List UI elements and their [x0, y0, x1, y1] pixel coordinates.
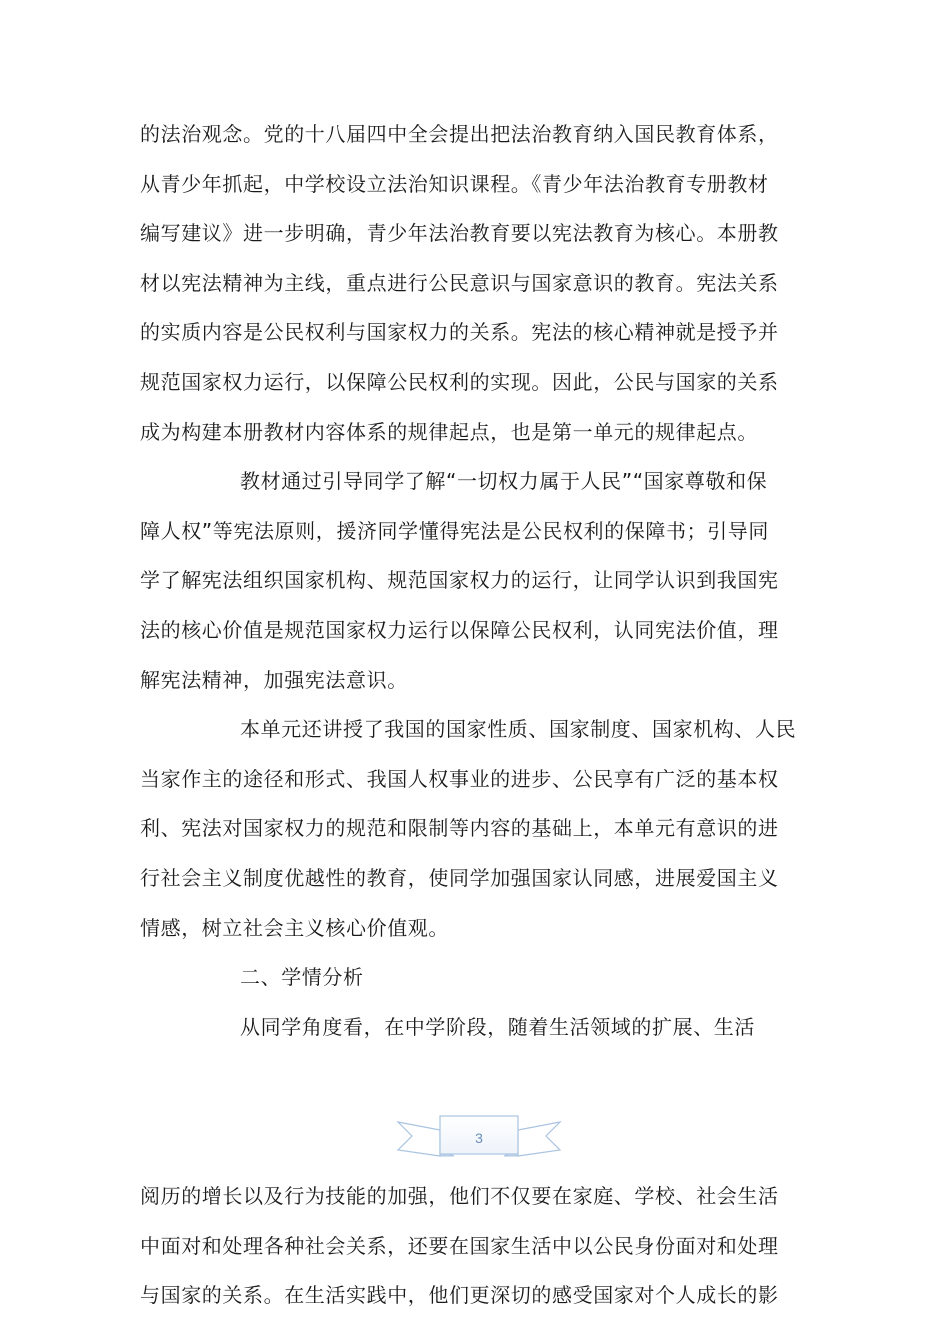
text-line: 行社会主义制度优越性的教育，使同学加强国家认同感，进展爱国主义 — [140, 865, 779, 890]
text-line: 情感，树立社会主义核心价值观。 — [140, 915, 449, 940]
text-line: 阅历的增长以及行为技能的加强，他们不仅要在家庭、学校、社会生活 — [140, 1184, 779, 1208]
text-line: 学了解宪法组织国家机构、规范国家权力的运行，让同学认识到我国宪 — [140, 568, 779, 593]
text-line: 法的核心价值是规范国家权力运行以保障公民权利，认同宪法价值，理 — [140, 617, 779, 642]
text-line: 规范国家权力运行，以保障公民权利的实现。因此，公民与国家的关系 — [140, 369, 779, 394]
body-text-top — [140, 110, 820, 1052]
page-number: 3 — [475, 1130, 483, 1146]
text-line: 从青少年抓起，中学校设立法治知识课程。《青少年法治教育专册教材 — [140, 171, 769, 196]
text-line: 利、宪法对国家权力的规范和限制等内容的基础上，本单元有意识的进 — [140, 816, 779, 841]
paragraph-start-line: 从同学角度看，在中学阶段，随着生活领域的扩展、生活 — [240, 1014, 755, 1039]
page-number-ribbon — [396, 1112, 562, 1168]
text-line: 编写建议》进一步明确，青少年法治教育要以宪法教育为核心。本册教 — [140, 221, 779, 246]
text-line: 的法治观念。党的十八届四中全会提出把法治教育纳入国民教育体系， — [140, 122, 779, 146]
text-line: 成为构建本册教材内容体系的规律起点，也是第一单元的规律起点。 — [140, 419, 758, 444]
text-line: 当家作主的途径和形式、我国人权事业的进步、公民享有广泛的基本权 — [140, 766, 779, 791]
text-line: 解宪法精神，加强宪法意识。 — [140, 667, 408, 692]
paragraph-start-line: 教材通过引导同学了解“一切权力属于人民”“国家尊敬和保 — [240, 469, 768, 494]
section-heading: 二、学情分析 — [240, 965, 364, 990]
text-line: 材以宪法精神为主线，重点进行公民意识与国家意识的教育。宪法关系 — [140, 270, 779, 295]
paragraph-start-line: 本单元还讲授了我国的国家性质、国家制度、国家机构、人民 — [240, 717, 797, 742]
text-line: 与国家的关系。在生活实践中，他们更深切的感受国家对个人成长的影 — [140, 1283, 779, 1308]
text-line: 的实质内容是公民权利与国家权力的关系。宪法的核心精神就是授予并 — [140, 320, 779, 345]
text-line: 障人权”等宪法原则，援济同学懂得宪法是公民权利的保障书；引导同 — [140, 518, 769, 543]
body-text-bottom — [140, 1172, 820, 1321]
text-line: 中面对和处理各种社会关系，还要在国家生活中以公民身份面对和处理 — [140, 1233, 779, 1258]
